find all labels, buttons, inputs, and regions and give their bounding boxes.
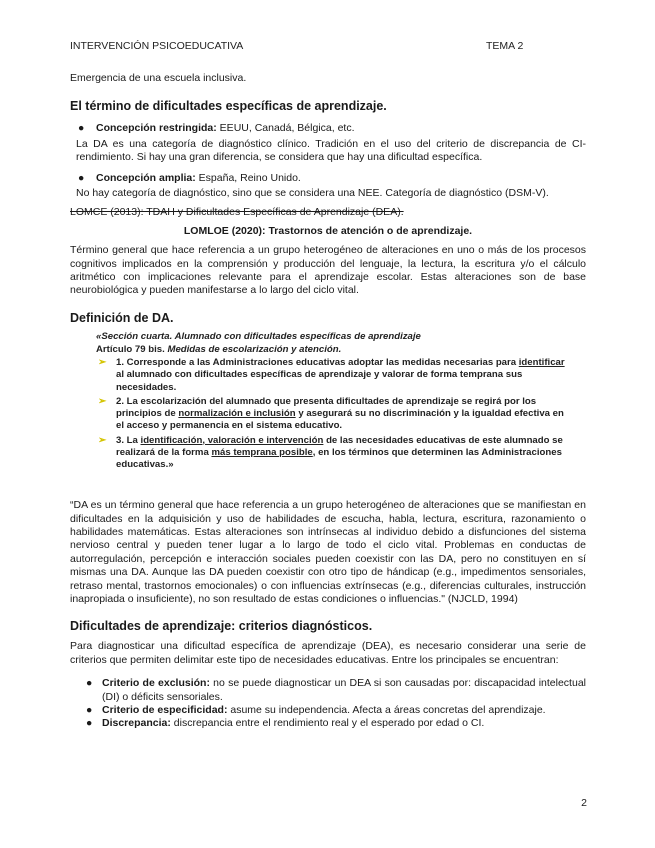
criteria-list [70, 677, 586, 731]
section-title-2: Definición de DA. [70, 310, 174, 325]
arrow-bullet-icon: ➢ [98, 395, 107, 407]
item-text: España, Reino Unido. [195, 171, 301, 184]
bullet-icon: ● [86, 703, 93, 716]
item-description: No hay categoría de diagnóstico, sino que se considera una NEE. Categoría de diagnóstico (DSM-V). [76, 187, 549, 200]
bullet-icon: ● [86, 717, 93, 730]
item-label: Concepción amplia: [96, 171, 196, 184]
criteria-intro: Para diagnosticar una dificultad específica de aprendizaje (DEA), es necesario considerar una serie de criterios que permiten delimitar este tipo de necesidades educativas. Entre los principales se encuentran: [70, 640, 586, 666]
list-item-amplia [70, 172, 586, 185]
section-title-1: El término de dificultades específicas de aprendizaje. [70, 99, 387, 114]
arrow-bullet-icon: ➢ [98, 434, 107, 446]
bullet-icon: ● [78, 171, 85, 184]
definition-paragraph: Término general que hace referencia a un grupo heterogéneo de alteraciones en uno o más de los procesos cognitivos implicados en la comprensión y producción del lenguaje, la lectura, la escritura y/o el cálculo aritmético con implicaciones relevante para el aprendizaje escolar. Estas alteraciones son de base neurobiológica y pueden manifestarse a lo largo del ciclo vital. [70, 244, 586, 297]
list-item-discrepancia: ● Discrepancia: discrepancia entre el rendimiento real y el esperado por edad o CI. [86, 717, 485, 730]
page-number: 2 [581, 797, 587, 809]
intro-line: Emergencia de una escuela inclusiva. [70, 72, 247, 84]
legal-point-2: ➢ 2. La escolarización del alumnado que presenta dificultades de aprendizaje se regirá por los principios de normalización e inclusión y asegurará su no discriminación y la igualdad efectiva en el acceso y permanencia en el sistema educativo. [98, 395, 564, 432]
list-item-restringida [70, 122, 586, 135]
header-topic: TEMA 2 [486, 40, 524, 52]
njcld-quote: “DA es un término general que hace referencia a un grupo heterogéneo de alteraciones que se manifiestan en dificultades en la adquisición y uso de habilidades de escucha, habla, lectura, escritura, razonamiento o habilidades matemáticas. Estas alteraciones son intrínsecas al individuo debido a disfunciones del sistema nervioso central y pueden tener lugar a lo largo de todo el ciclo vital. Problemas en conductas de autorregulación, percepción e interacción sociales pueden coexistir con las DA, pero no constituyen en sí mismas una DA. Aunque las DA pueden coexistir con otro tipo de hándicap (e.g., impedimentos sensoriales, retraso mental, trastornos emocionales) o con influencias extrínsecas (e.g., diferencias culturales, instrucción inapropiada o insuficiente), no son resultado de estas condiciones o influencias." (NJCLD, 1994) [70, 499, 586, 605]
article-heading: Artículo 79 bis. Medidas de escolarización y atención. [96, 344, 342, 356]
bullet-icon: ● [78, 122, 85, 135]
legal-excerpt [96, 331, 574, 471]
lomloe-line: LOMLOE (2020): Trastornos de atención o de aprendizaje. [183, 224, 473, 237]
list-item-especificidad: ● Criterio de especificidad: asume su independencia. Afecta a áreas concretas del aprendizaje. [86, 703, 546, 716]
item-text: EEUU, Canadá, Bélgica, etc. [216, 122, 355, 135]
lomce-line: LOMCE (2013): TDAH y Dificultades Específicas de Aprendizaje (DEA). [70, 206, 404, 219]
legal-point-1: ➢ 1. Corresponde a las Administraciones educativas adoptar las medidas necesarias para identificar al alumnado con dificultades específicas de aprendizaje y valorar de forma temprana sus necesidades. [98, 357, 565, 393]
bullet-icon: ● [86, 677, 93, 690]
item-label: Concepción restringida: [96, 122, 217, 135]
list-item-exclusion: ● Criterio de exclusión: no se puede diagnosticar un DEA si son causadas por: discapacidad intelectual (DI) o déficits sensoriales. [86, 677, 586, 703]
page-content [70, 72, 586, 731]
header-title: INTERVENCIÓN PSICOEDUCATIVA [70, 40, 244, 52]
legal-heading: «Sección cuarta. Alumnado con dificultades específicas de aprendizaje [96, 330, 421, 342]
arrow-bullet-icon: ➢ [98, 357, 107, 369]
item-description: La DA es una categoría de diagnóstico clínico. Tradición en el uso del criterio de discrepancia de CI-rendimiento. Si hay una gran diferencia, se considera que hay una dificultad específica. [76, 137, 586, 164]
legal-point-3: ➢ 3. La identificación, valoración e intervención de las necesidades educativas de este alumnado se realizará de la forma más temprana posible, en los términos que determinen las Administraciones educativas.» [98, 434, 563, 470]
section-title-3: Dificultades de aprendizaje: criterios diagnósticos. [70, 619, 373, 634]
page-header [70, 40, 585, 54]
